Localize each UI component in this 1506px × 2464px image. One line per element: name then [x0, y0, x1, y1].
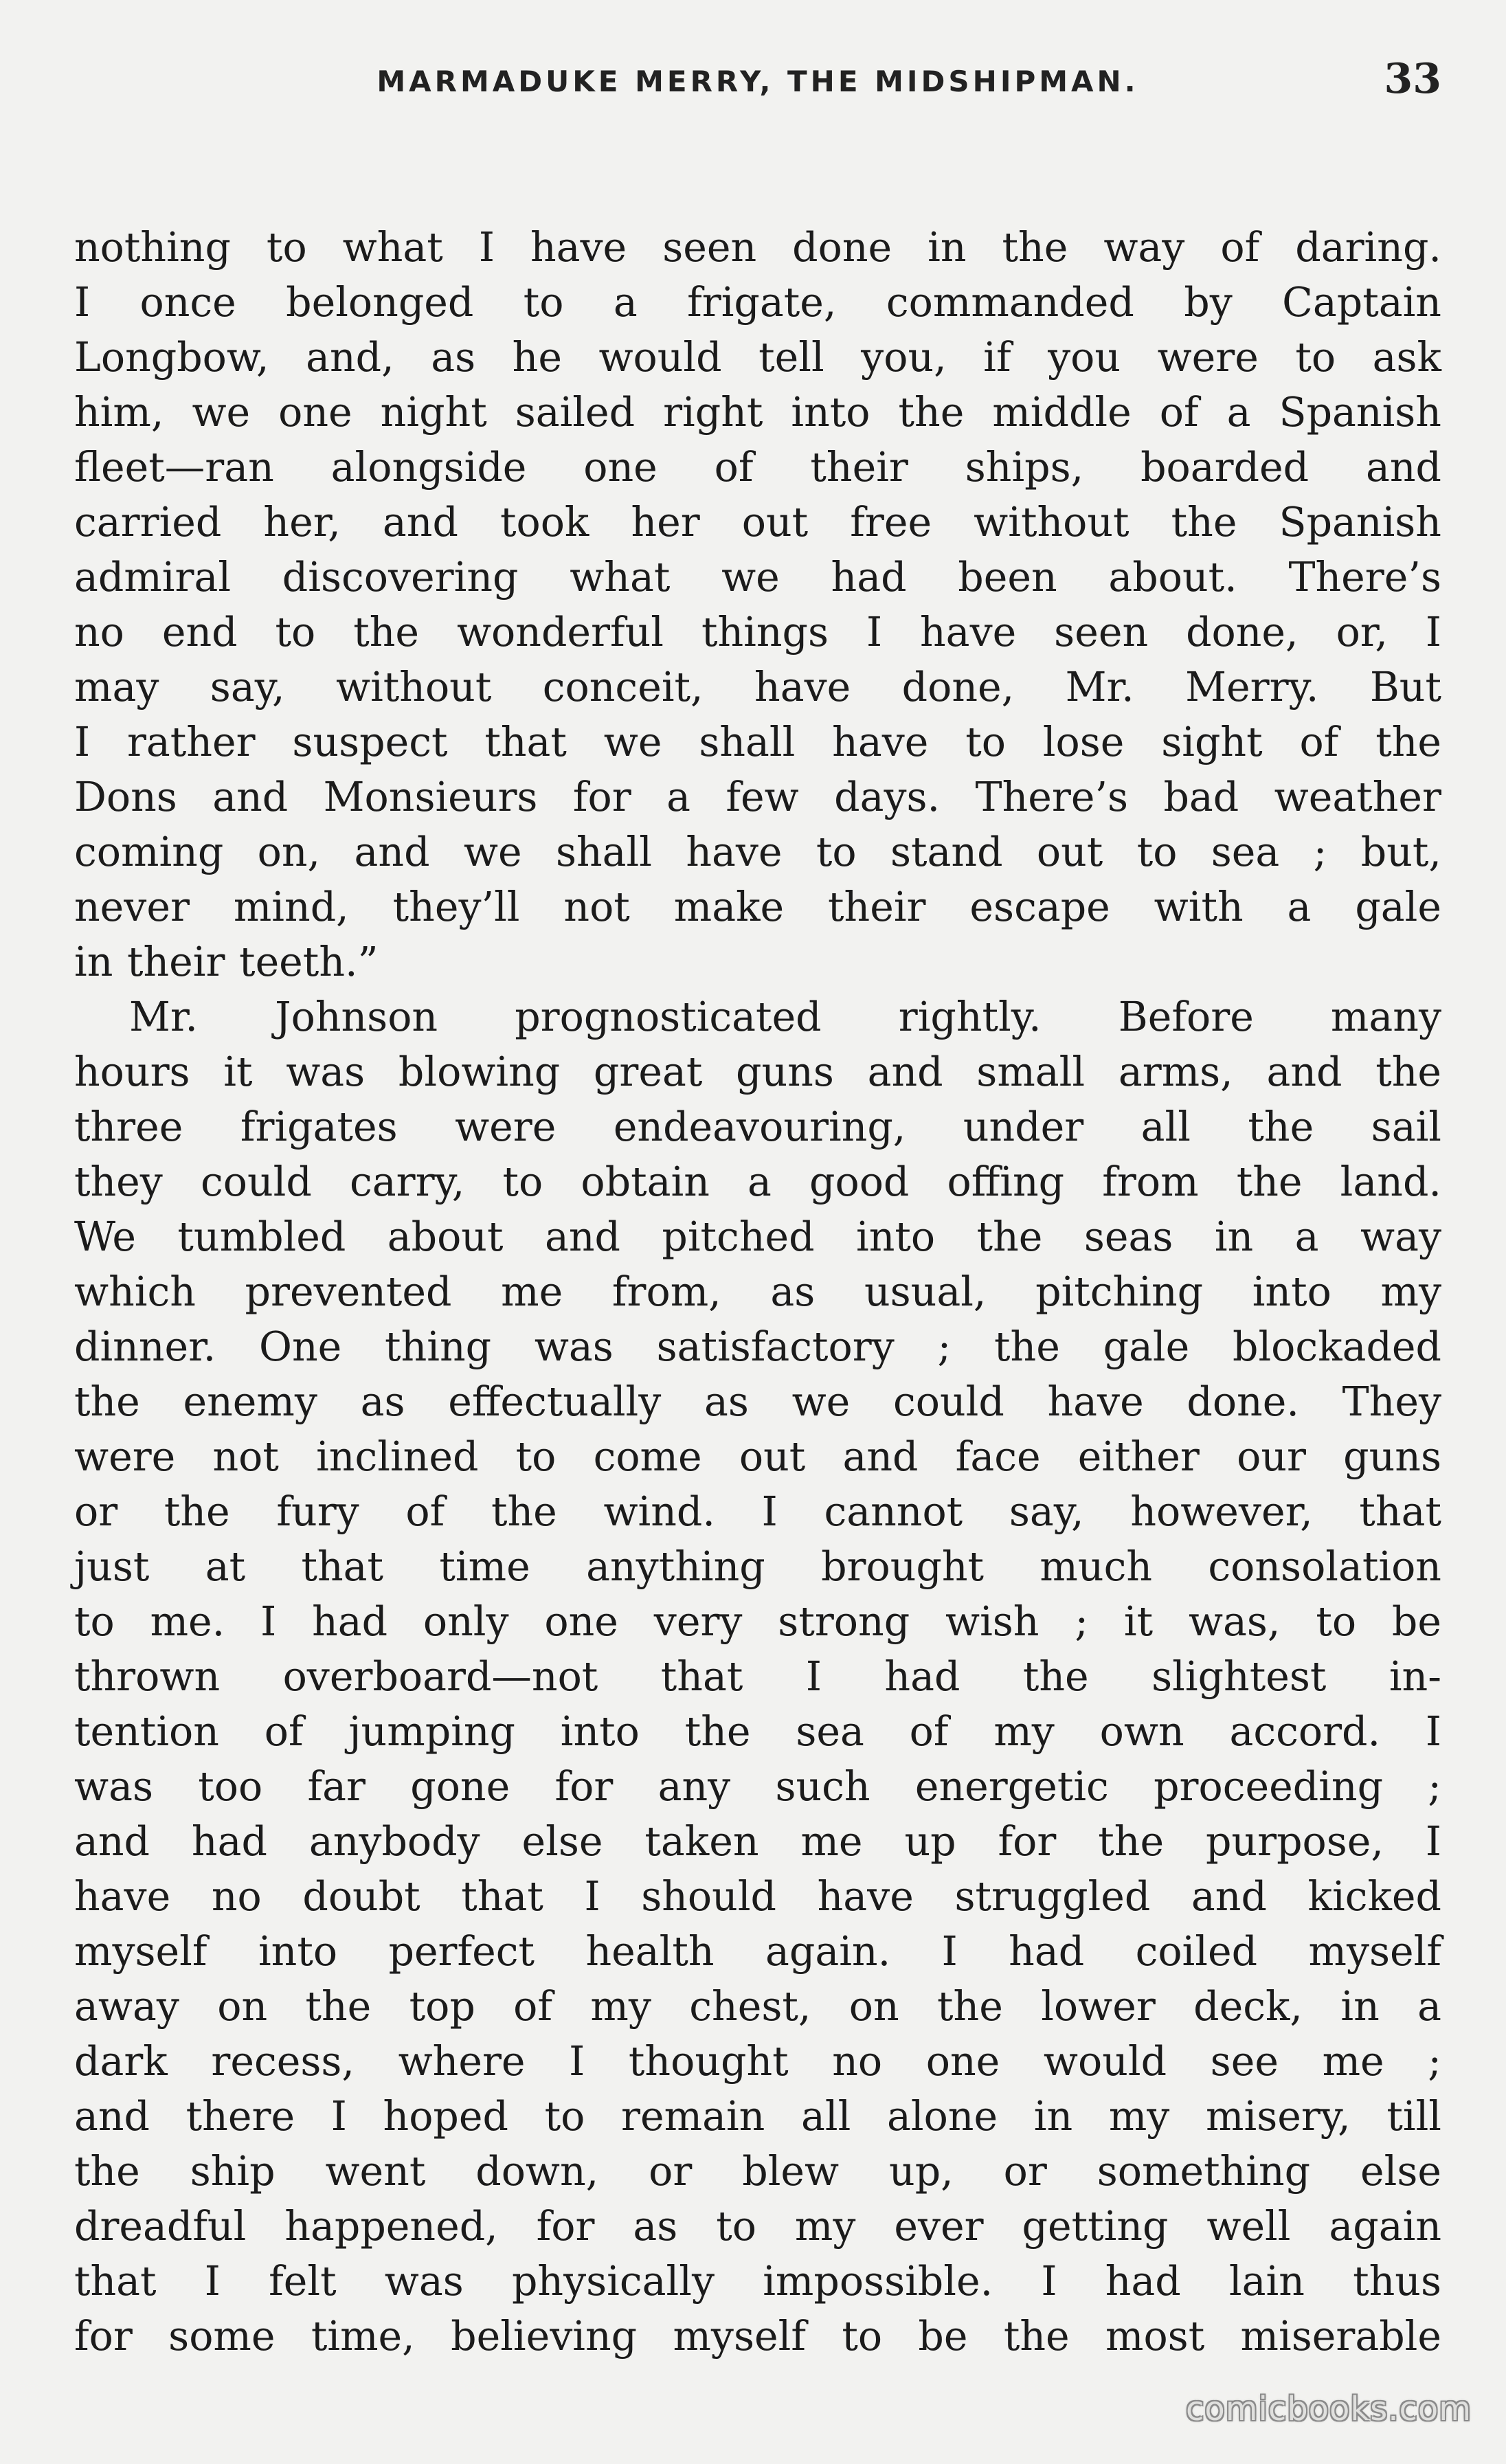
text-line-paragraph-start: Mr. Johnson prognosticated rightly. Before many — [129, 994, 1441, 1040]
text-line: and had anybody else taken me up for the purpose, I — [74, 1818, 1441, 1865]
text-line: Longbow, and, as he would tell you, if you were to ask — [74, 334, 1441, 381]
running-head — [74, 55, 1441, 137]
watermark-text: comicbooks.com — [1185, 2390, 1472, 2428]
text-line: or the fury of the wind. I cannot say, however, that — [74, 1488, 1441, 1535]
text-line: they could carry, to obtain a good offing from the land. — [74, 1158, 1441, 1205]
text-line: fleet—ran alongside one of their ships, boarded and — [74, 444, 1441, 491]
text-line: the ship went down, or blew up, or something else — [74, 2148, 1441, 2195]
body-text — [74, 220, 1441, 2364]
text-line: the enemy as effectually as we could have done. They — [74, 1378, 1441, 1425]
text-line: was too far gone for any such energetic proceeding ; — [74, 1763, 1441, 1810]
text-line: I once belonged to a frigate, commanded by Captain — [74, 279, 1441, 326]
text-line: three frigates were endeavouring, under all the sail — [74, 1104, 1441, 1150]
text-line: dark recess, where I thought no one would see me ; — [74, 2038, 1441, 2085]
text-line: which prevented me from, as usual, pitching into my — [74, 1268, 1441, 1315]
text-line: and there I hoped to remain all alone in my misery, till — [74, 2093, 1441, 2140]
text-line: him, we one night sailed right into the middle of a Spanish — [74, 389, 1441, 436]
text-line: nothing to what I have seen done in the way of daring. — [74, 224, 1441, 271]
text-line: were not inclined to come out and face either our guns — [74, 1433, 1441, 1480]
text-line: never mind, they’ll not make their escape with a gale — [74, 884, 1441, 930]
text-line: coming on, and we shall have to stand out to sea ; but, — [74, 829, 1441, 875]
text-line: I rather suspect that we shall have to lose sight of the — [74, 719, 1441, 765]
text-line: admiral discovering what we had been about. There’s — [74, 554, 1441, 601]
text-line: just at that time anything brought much consolation — [74, 1543, 1441, 1590]
text-line-paragraph-end: in their teeth.” — [74, 939, 379, 985]
text-line: away on the top of my chest, on the lower deck, in a — [74, 1983, 1441, 2030]
page-number: 33 — [1384, 55, 1441, 103]
text-line: that I felt was physically impossible. I had lain thus — [74, 2258, 1441, 2305]
text-line: hours it was blowing great guns and small arms, and the — [74, 1049, 1441, 1095]
text-line: We tumbled about and pitched into the seas in a way — [74, 1213, 1441, 1260]
text-line: have no doubt that I should have struggled and kicked — [74, 1873, 1441, 1920]
text-line: Dons and Monsieurs for a few days. There’s bad weather — [74, 774, 1441, 820]
text-line: for some time, believing myself to be the most miserable — [74, 2313, 1441, 2360]
text-line: to me. I had only one very strong wish ; it was, to be — [74, 1598, 1441, 1645]
text-line: carried her, and took her out free without the Spanish — [74, 499, 1441, 546]
text-line: no end to the wonderful things I have seen done, or, I — [74, 609, 1441, 656]
text-line: tention of jumping into the sea of my own accord. I — [74, 1708, 1441, 1755]
running-title: MARMADUKE MERRY, THE MIDSHIPMAN. — [376, 65, 1139, 98]
text-line: may say, without conceit, have done, Mr. Merry. But — [74, 664, 1441, 710]
text-line: myself into perfect health again. I had coiled myself — [74, 1928, 1441, 1975]
text-line: dinner. One thing was satisfactory ; the gale blockaded — [74, 1323, 1441, 1370]
text-line: thrown overboard—not that I had the slightest in- — [74, 1653, 1441, 1700]
book-page — [74, 55, 1441, 2419]
text-line: dreadful happened, for as to my ever getting well again — [74, 2203, 1441, 2250]
